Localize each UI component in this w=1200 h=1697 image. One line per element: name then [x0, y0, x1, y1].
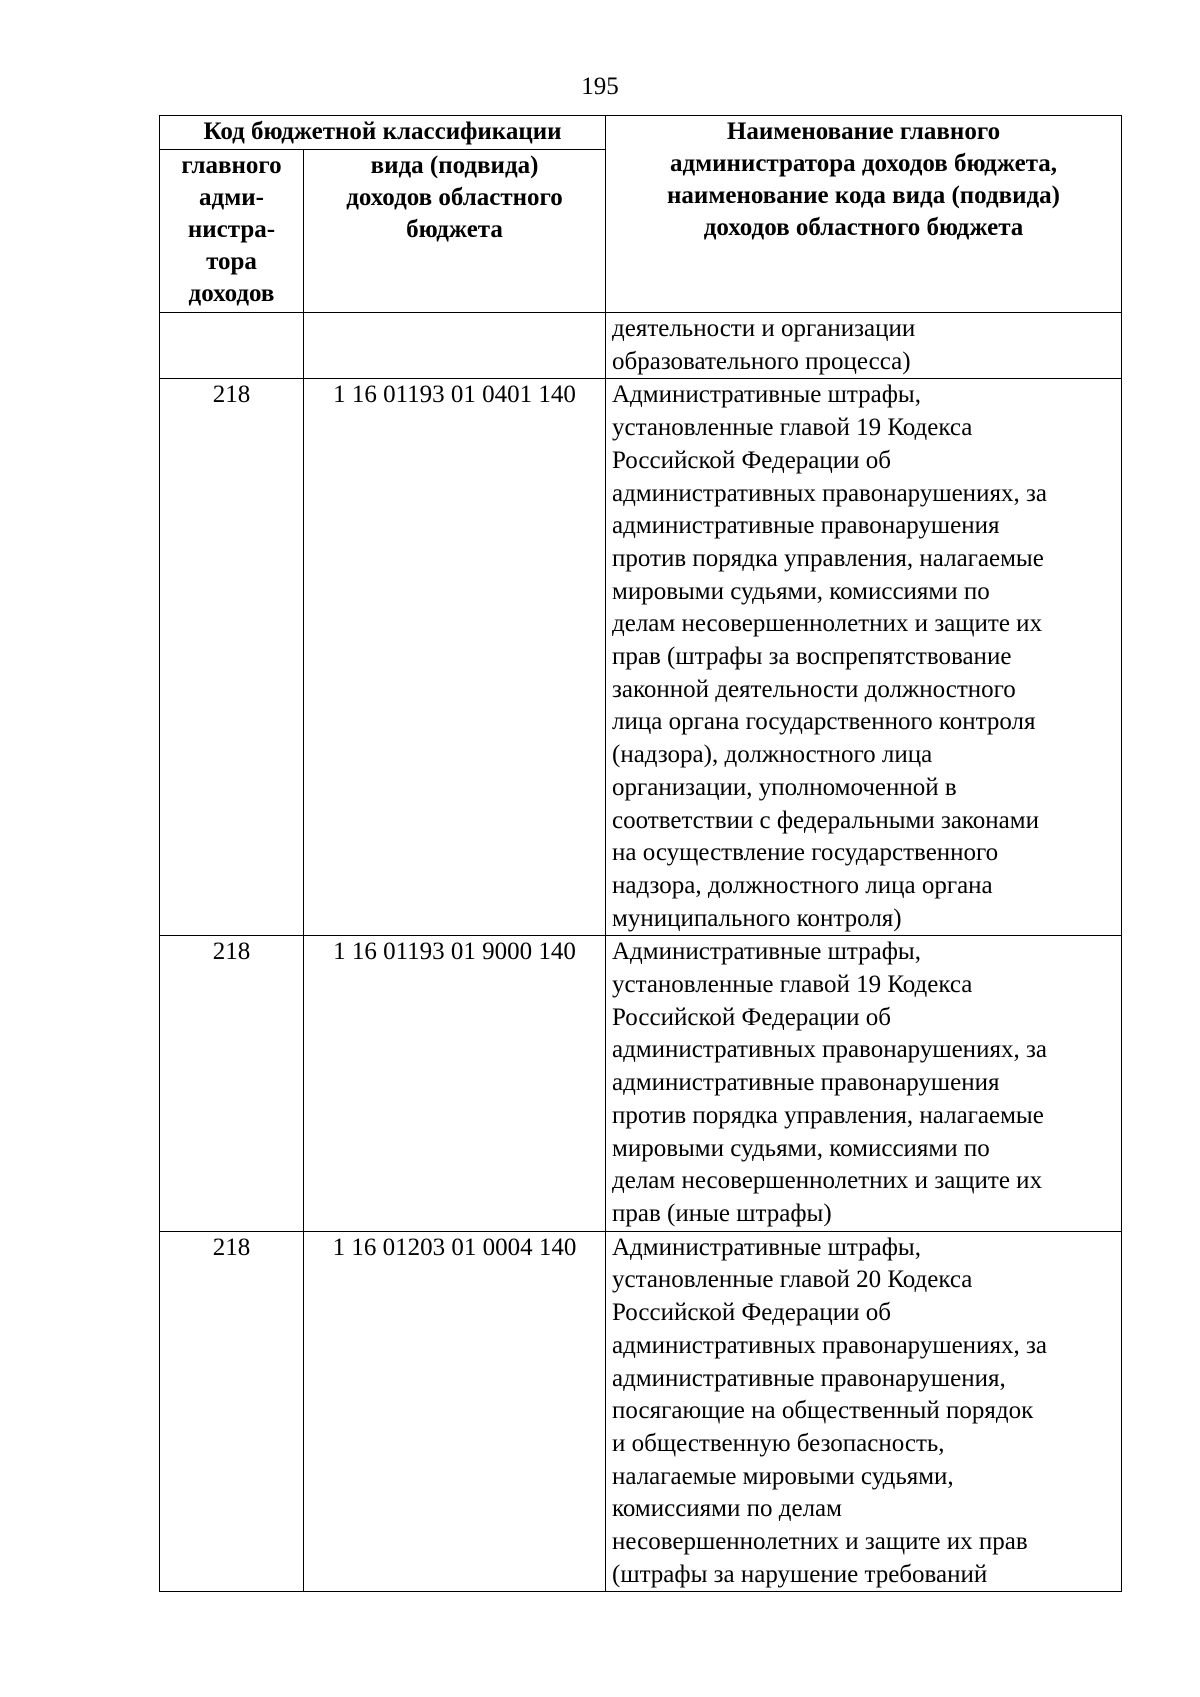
header-admin-line: тора	[206, 248, 257, 275]
income-name-line: и общественную безопасность,	[612, 1429, 945, 1457]
page-number: 195	[581, 73, 619, 100]
income-name-line: мировыми судьями, комиссиями по	[612, 577, 990, 605]
income-name-line: организации, уполномоченной в	[612, 773, 957, 801]
header-admin-line: главного	[181, 152, 282, 179]
income-name-line: административные правонарушения	[612, 1069, 1000, 1097]
table-row	[160, 313, 1122, 379]
income-name-line: соответствии с федеральными законами	[612, 806, 1039, 834]
income-name-line: прав (штрафы за воспрепятствование	[612, 643, 1012, 671]
income-name-line: посягающие на общественный порядок	[612, 1397, 1034, 1425]
income-name-line: против порядка управления, налагаемые	[612, 1101, 1044, 1129]
income-name-line: установленные главой 20 Кодекса	[612, 1266, 973, 1294]
income-name-cell	[606, 313, 1122, 379]
header-admin-line: доходов	[188, 280, 275, 307]
header-name-line: наименование кода вида (подвида)	[667, 182, 1060, 209]
income-name-line: административные правонарушения,	[612, 1364, 1006, 1392]
income-name-line: на осуществление государственного	[612, 839, 999, 867]
income-name-cell	[606, 1231, 1122, 1592]
income-name-line: делам несовершеннолетних и защите их	[612, 1167, 1043, 1195]
admin-code-cell: 218	[160, 936, 304, 1231]
income-name-line: комиссиями по делам	[612, 1495, 842, 1523]
income-name-line: несовершеннолетних и защите их прав	[612, 1528, 1028, 1556]
header-name-line: администратора доходов бюджета,	[669, 150, 1058, 177]
income-name-cell	[606, 936, 1122, 1231]
table-row	[160, 379, 1122, 936]
income-name-line: образовательного процесса)	[612, 347, 911, 375]
income-name-line: Российской Федерации об	[612, 1299, 891, 1327]
header-budget-classification-code: Код бюджетной классификации	[160, 116, 606, 150]
income-name-line: деятельности и организации	[612, 315, 916, 342]
income-name-line: (штрафы за нарушение требований	[612, 1560, 988, 1588]
header-kind-line: вида (подвида)	[370, 152, 539, 179]
header-kind-line: доходов областного	[346, 184, 563, 211]
admin-code-cell: 218	[160, 379, 304, 936]
header-name-line: доходов областного бюджета	[703, 214, 1024, 241]
admin-code-cell: 218	[160, 1231, 304, 1592]
income-name-line: Российской Федерации об	[612, 1003, 891, 1031]
income-kind-code-cell: 1 16 01193 01 0401 140	[304, 379, 606, 936]
income-name-line: против порядка управления, налагаемые	[612, 544, 1044, 572]
income-name-line: установленные главой 19 Кодекса	[612, 414, 973, 442]
income-kind-code-cell: 1 16 01203 01 0004 140	[304, 1231, 606, 1592]
income-name-line: (надзора), должностного лица	[612, 741, 933, 769]
income-name-line: законной деятельности должностного	[612, 675, 1016, 703]
header-kind-column	[304, 150, 606, 313]
income-name-line: Российской Федерации об	[612, 446, 891, 474]
income-name-line: делам несовершеннолетних и защите их	[612, 610, 1043, 638]
income-name-line: Административные штрафы,	[612, 381, 921, 409]
budget-classification-table	[159, 115, 1122, 1592]
income-name-line: административные правонарушения	[612, 512, 1000, 540]
table-body	[160, 313, 1122, 1592]
income-name-line: надзора, должностного лица органа	[612, 871, 993, 899]
income-kind-code-cell	[304, 313, 606, 379]
income-name-line: административных правонарушениях, за	[612, 1036, 1047, 1064]
header-admin-line: нистра-	[187, 216, 276, 243]
income-name-cell	[606, 379, 1122, 936]
income-name-line: муниципального контроля)	[612, 904, 902, 932]
header-name-column	[606, 116, 1122, 313]
income-name-line: установленные главой 19 Кодекса	[612, 971, 973, 999]
income-name-line: административных правонарушениях, за	[612, 1331, 1047, 1359]
header-row-group	[160, 116, 1122, 150]
admin-code-cell	[160, 313, 304, 379]
table-row	[160, 1231, 1122, 1592]
income-name-line: мировыми судьями, комиссиями по	[612, 1134, 990, 1162]
header-admin-line: адми-	[199, 184, 264, 211]
income-name-line: Административные штрафы,	[612, 1233, 921, 1261]
income-kind-code-cell: 1 16 01193 01 9000 140	[304, 936, 606, 1231]
income-name-line: административных правонарушениях, за	[612, 479, 1047, 507]
table-header	[160, 116, 1122, 313]
header-name-line: Наименование главного	[726, 118, 1001, 145]
table-row	[160, 936, 1122, 1231]
header-kind-line: бюджета	[406, 216, 503, 243]
income-name-line: лица органа государственного контроля	[612, 708, 1036, 736]
income-name-line: Административные штрафы,	[612, 938, 921, 966]
income-name-line: прав (иные штрафы)	[612, 1199, 832, 1227]
income-name-line: налагаемые мировыми судьями,	[612, 1462, 954, 1490]
header-admin-column	[160, 150, 304, 313]
